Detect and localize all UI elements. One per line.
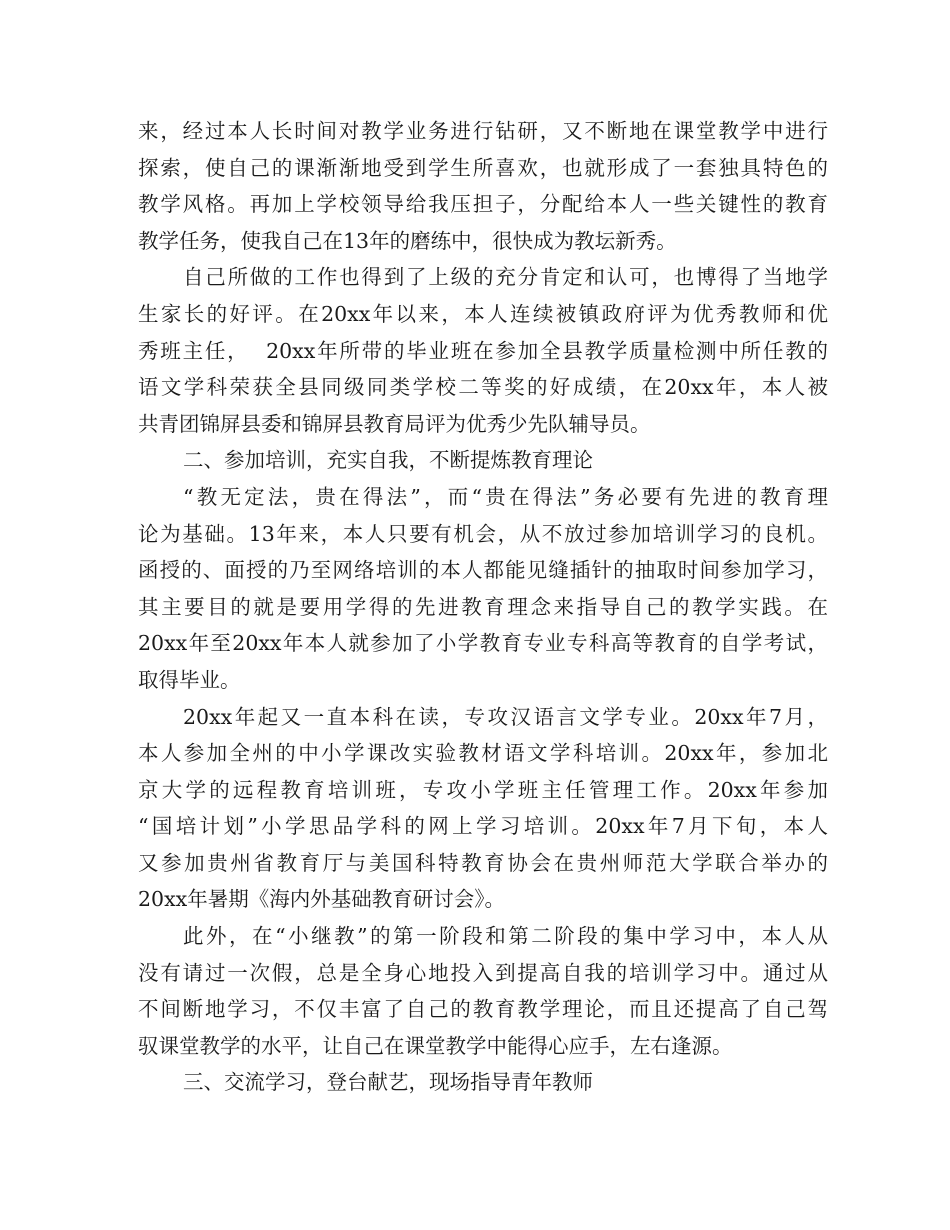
paragraph-line: 秀班主任， 20xx年所带的毕业班在参加全县教学质量检测中所任教的	[138, 338, 828, 363]
paragraph-line: 共青团锦屏县委和锦屏县教育局评为优秀少先队辅导员。	[138, 411, 651, 436]
paragraph-line: 此外，在“小继教”的第一阶段和第二阶段的集中学习中，本人从	[183, 924, 828, 949]
paragraph-line: 自己所做的工作也得到了上级的充分肯定和认可，也博得了当地学	[183, 265, 828, 290]
paragraph-line: 教学风格。再加上学校领导给我压担子，分配给本人一些关键性的教育	[138, 192, 828, 217]
paragraph-line: “国培计划”小学思品学科的网上学习培训。20xx年7月下旬，本人	[138, 814, 828, 839]
section-heading: 三、交流学习，登台献艺，现场指导青年教师	[183, 1070, 593, 1095]
paragraph-line: 20xx年起又一直本科在读，专攻汉语言文学专业。20xx年7月，	[183, 704, 828, 729]
paragraph-line: 探索，使自己的课渐渐地受到学生所喜欢，也就形成了一套独具特色的	[138, 155, 828, 180]
paragraph-line: 20xx年至20xx年本人就参加了小学教育专业专科高等教育的自学考试，	[138, 631, 828, 656]
paragraph-line: 语文学科荣获全县同级同类学校二等奖的好成绩，在20xx年，本人被	[138, 375, 828, 400]
paragraph-line: 京大学的远程教育培训班，专攻小学班主任管理工作。20xx年参加	[138, 777, 828, 802]
paragraph-line: 函授的、面授的乃至网络培训的本人都能见缝插针的抽取时间参加学习，	[138, 558, 828, 583]
paragraph-line: 本人参加全州的中小学课改实验教材语文学科培训。20xx年，参加北	[138, 741, 828, 766]
paragraph-line: 又参加贵州省教育厅与美国科特教育协会在贵州师范大学联合举办的	[138, 850, 828, 875]
paragraph-line: 生家长的好评。在20xx年以来，本人连续被镇政府评为优秀教师和优	[138, 301, 828, 326]
paragraph-line: 不间断地学习，不仅丰富了自己的教育教学理论，而且还提高了自己驾	[138, 997, 828, 1022]
paragraph-line: 教学任务，使我自己在13年的磨练中，很快成为教坛新秀。	[138, 228, 677, 253]
paragraph-line: 驭课堂教学的水平，让自己在课堂教学中能得心应手，左右逢源。	[138, 1033, 733, 1058]
section-heading: 二、参加培训，充实自我，不断提炼教育理论	[183, 448, 593, 473]
paragraph-line: 其主要目的就是要用学得的先进教育理念来指导自己的教学实践。在	[138, 594, 828, 619]
paragraph-line: 论为基础。13年来，本人只要有机会，从不放过参加培训学习的良机。	[138, 521, 828, 546]
paragraph-line: “教无定法，贵在得法”，而“贵在得法”务必要有先进的教育理	[183, 484, 828, 509]
paragraph-line: 来，经过本人长时间对教学业务进行钻研，又不断地在课堂教学中进行	[138, 119, 828, 143]
paragraph-line: 取得毕业。	[138, 667, 241, 692]
paragraph-line: 没有请过一次假，总是全身心地投入到提高自我的培训学习中。通过从	[138, 960, 828, 985]
paragraph-line: 20xx年暑期《海内外基础教育研讨会》。	[138, 887, 505, 912]
document-body	[138, 113, 828, 1101]
